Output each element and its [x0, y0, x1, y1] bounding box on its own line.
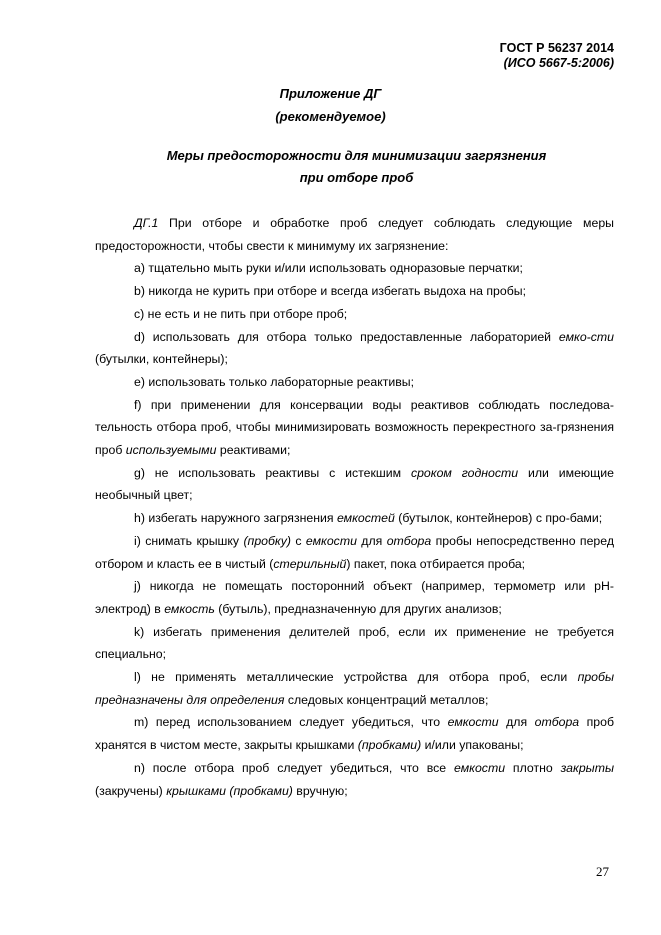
paragraph	[95, 711, 614, 756]
appendix-title: Приложение ДГ	[279, 86, 382, 101]
paragraph-text: f) при применении для консервации воды реактивов соблюдать последова-тельность отбора проб, чтобы минимизировать возможность перекрестного за-грязнения проб	[95, 397, 614, 458]
paragraph	[95, 507, 614, 530]
emphasized-text: емкости	[454, 760, 506, 775]
paragraph-text: (закручены)	[95, 783, 167, 798]
paragraph	[95, 666, 614, 711]
paragraph-text: пробы непосредственно перед отбором и класть ее в чистый (	[95, 533, 615, 571]
emphasized-text: емкости	[305, 533, 357, 548]
emphasized-text: ДГ.1	[134, 216, 159, 230]
emphasized-text: (пробку)	[243, 533, 291, 548]
paragraph	[95, 212, 614, 257]
paragraph-text: проб хранятся в чистом месте, закрыты крышками	[95, 715, 615, 753]
section-heading-line2: при отборе проб	[299, 170, 414, 185]
paragraph	[95, 621, 614, 666]
paragraph	[95, 394, 614, 462]
paragraph-text: i) снимать крышку	[134, 533, 244, 548]
paragraph	[95, 757, 614, 802]
emphasized-text: (пробками)	[357, 738, 422, 753]
paragraph-text: l) не применять металлические устройства для отбора проб, если	[134, 670, 578, 685]
paragraph-text: плотно	[505, 760, 561, 775]
paragraph-text: реактивами;	[216, 443, 291, 458]
paragraph-text: b) никогда не курить при отборе и всегда избегать выдоха на пробы;	[134, 284, 527, 299]
paragraph-text: с) не есть и не пить при отборе проб;	[134, 306, 348, 321]
emphasized-text: емкостей	[336, 511, 395, 526]
paragraph-text: ) пакет, пока отбирается проба;	[346, 556, 526, 571]
paragraph-text: следовых концентраций металлов;	[284, 692, 489, 707]
emphasized-text: закрыты	[560, 760, 614, 775]
emphasized-text: емкости	[447, 715, 499, 730]
standard-number: ГОСТ Р 56237 2014	[499, 41, 614, 55]
document-body	[95, 212, 614, 802]
paragraph-text: n) после отбора проб следует убедиться, что все	[134, 760, 455, 775]
paragraph-text: g) не использовать реактивы с истекшим	[134, 465, 411, 480]
paragraph	[95, 303, 614, 326]
emphasized-text: сроком годности	[410, 465, 519, 480]
page-number: 27	[596, 864, 609, 879]
paragraph	[95, 462, 614, 507]
section-heading-line1: Меры предосторожности для минимизации загрязнения	[166, 148, 547, 163]
paragraph-text: или имеющие необычный цвет;	[95, 465, 614, 503]
emphasized-text: пробы предназначены для определения	[95, 670, 614, 707]
paragraph	[95, 257, 614, 280]
paragraph-text: (бутылок, контейнеров) с про-бами;	[394, 511, 603, 526]
paragraph	[95, 371, 614, 394]
emphasized-text: емкость	[164, 601, 215, 616]
standard-iso-reference: (ИСО 5667-5:2006)	[503, 56, 614, 70]
paragraph-text: m) перед использованием следует убедиться, что	[134, 715, 448, 730]
paragraph-text: j) никогда не помещать посторонний объект (например, термометр или pH-электрод) в	[95, 579, 614, 616]
emphasized-text: стерильный	[273, 556, 347, 571]
paragraph-text: е) использовать только лабораторные реактивы;	[134, 374, 415, 389]
emphasized-text: отбора	[386, 533, 432, 548]
emphasized-text: используемыми	[125, 443, 217, 458]
emphasized-text: крышками (пробками)	[166, 783, 293, 798]
paragraph-text: для	[356, 533, 387, 548]
paragraph-text: h) избегать наружного загрязнения	[134, 511, 337, 526]
paragraph-text: При отборе и обработке проб следует соблюдать следующие меры предосторожности, чтобы свести к минимуму их загрязнение:	[95, 216, 614, 253]
paragraph-text: d) использовать для отбора только предоставленные лабораторией	[134, 329, 559, 344]
emphasized-text: отбора	[534, 715, 580, 730]
paragraph	[95, 530, 614, 575]
paragraph-text: вручную;	[292, 783, 348, 798]
paragraph	[95, 326, 614, 371]
paragraph-text: а) тщательно мыть руки и/или использовать одноразовые перчатки;	[134, 261, 523, 276]
paragraph-text: (бутылки, контейнеры);	[95, 352, 228, 367]
paragraph-text: (бутыль), предназначенную для других анализов;	[214, 601, 502, 616]
paragraph-text: для	[498, 715, 535, 730]
paragraph	[95, 280, 614, 303]
paragraph	[95, 575, 614, 620]
emphasized-text: емко-сти	[558, 329, 614, 344]
paragraph-text: с	[290, 533, 306, 548]
paragraph-text: k) избегать применения делителей проб, если их применение не требуется специально;	[95, 624, 614, 662]
appendix-status: (рекомендуемое)	[275, 109, 386, 124]
paragraph-text: и/или упакованы;	[421, 738, 524, 753]
